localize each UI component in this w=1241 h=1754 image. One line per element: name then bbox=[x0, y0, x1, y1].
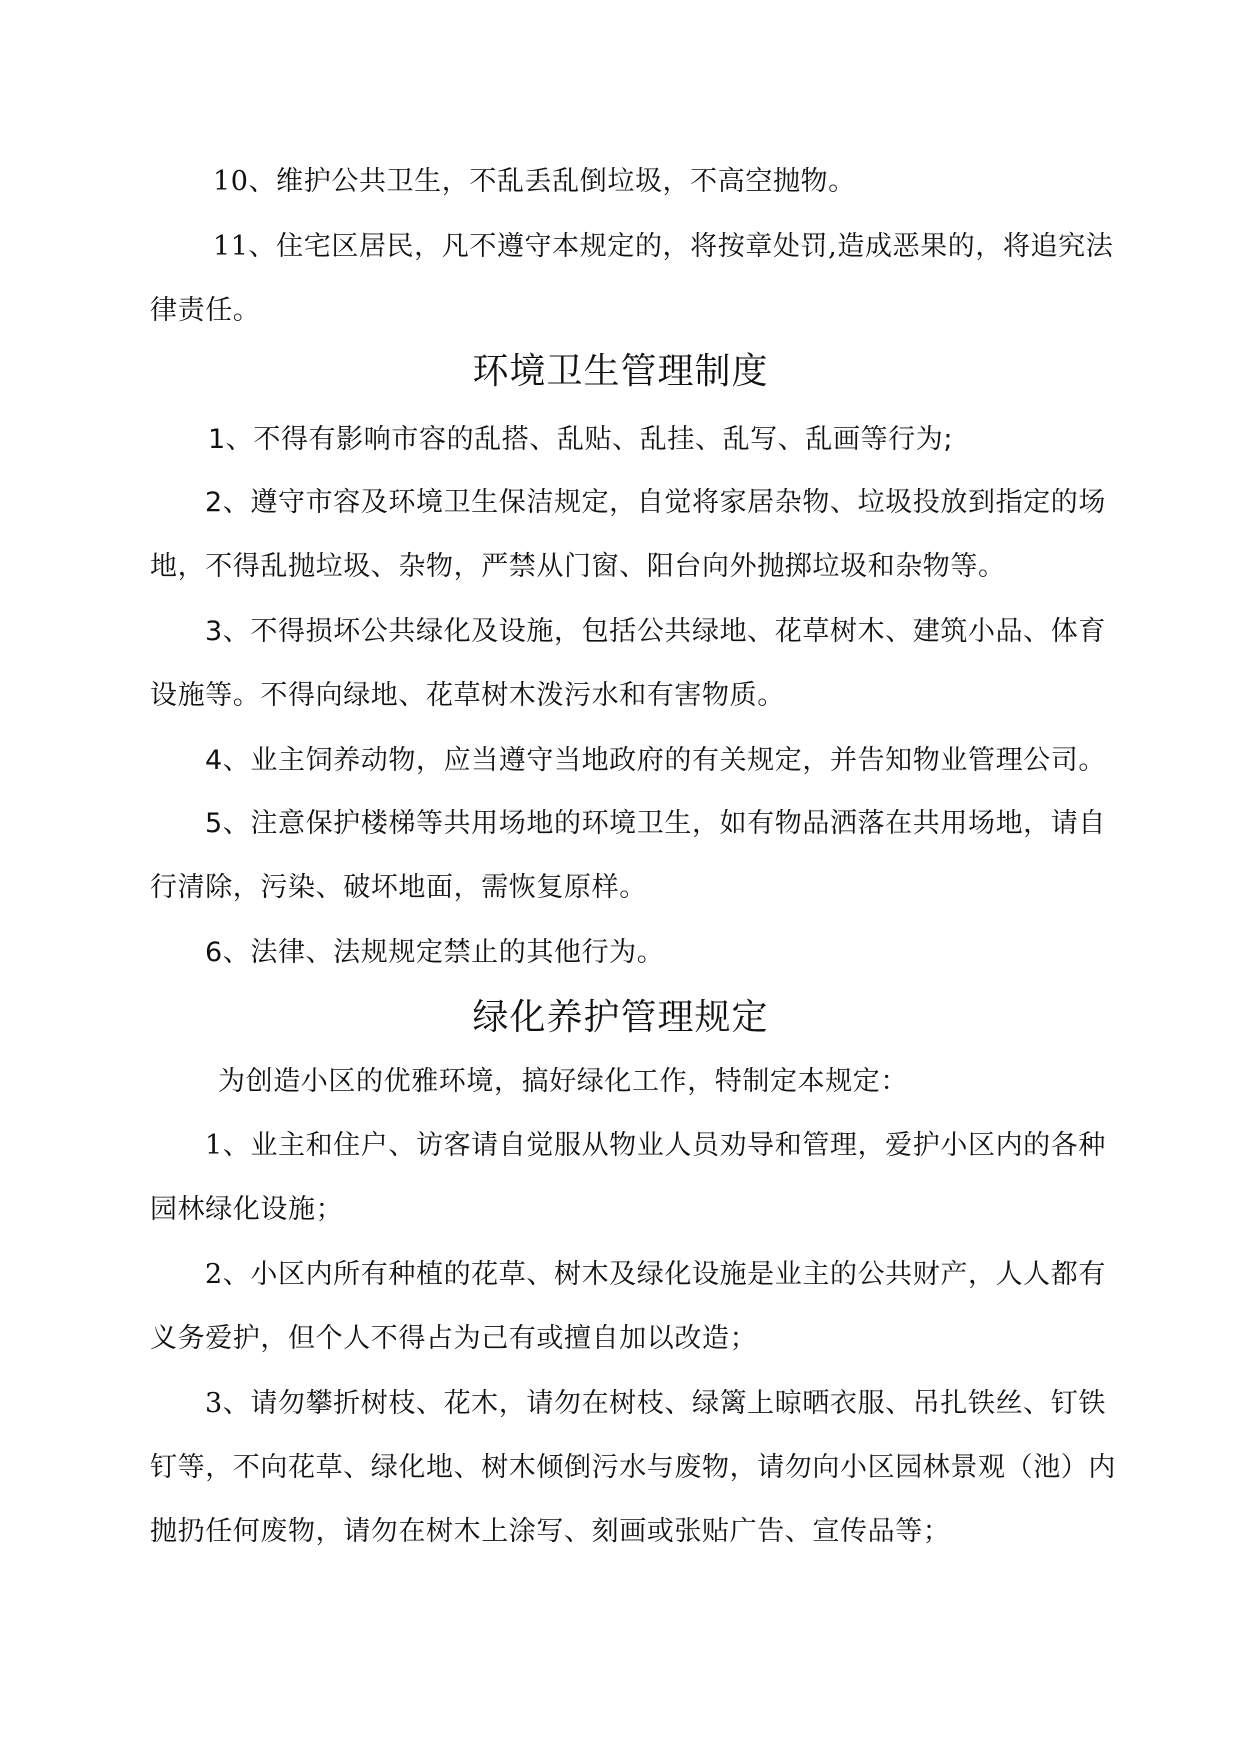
greening-item-1: 1、业主和住户、访客请自觉服从物业人员劝导和管理，爱护小区内的各种园林绿化设施； bbox=[150, 1130, 1106, 1225]
greening-item-3: 3、请勿攀折树枝、花木，请勿在树枝、绿篱上晾晒衣服、吊扎铁丝、钉铁钉等，不向花草、绿化地、树木倾倒污水与废物，请勿向小区园林景观（池）内抛扔任何废物，请勿在树木上涂写、刻画或张贴广告、宣传品等； bbox=[150, 1388, 1116, 1547]
rule-10: 10、维护公共卫生，不乱丢乱倒垃圾，不高空抛物。 bbox=[213, 166, 856, 197]
sanitation-item-5: 5、注意保护楼梯等共用场地的环境卫生，如有物品洒落在共用场地，请自行清除，污染、破坏地面，需恢复原样。 bbox=[150, 808, 1106, 903]
sanitation-item-1: 1、不得有影响市容的乱搭、乱贴、乱挂、乱写、乱画等行为; bbox=[208, 424, 954, 455]
sanitation-item-4: 4、业主饲养动物，应当遵守当地政府的有关规定，并告知物业管理公司。 bbox=[205, 745, 1106, 776]
greening-item-2: 2、小区内所有种植的花草、树木及绿化设施是业主的公共财产，人人都有义务爱护，但个人不得占为己有或擅自加以改造； bbox=[150, 1259, 1106, 1354]
sanitation-title: 环境卫生管理制度 bbox=[472, 351, 769, 392]
rule-11: 11、住宅区居民，凡不遵守本规定的，将按章处罚,造成恶果的，将追究法律责任。 bbox=[150, 231, 1114, 326]
greening-intro: 为创造小区的优雅环境，搞好绿化工作，特制定本规定： bbox=[218, 1066, 908, 1097]
greening-title: 绿化养护管理规定 bbox=[472, 997, 769, 1038]
sanitation-item-6: 6、法律、法规规定禁止的其他行为。 bbox=[205, 937, 665, 968]
sanitation-item-3: 3、不得损坏公共绿化及设施，包括公共绿地、花草树木、建筑小品、体育设施等。不得向绿地、花草树木泼污水和有害物质。 bbox=[150, 616, 1106, 711]
sanitation-item-2: 2、遵守市容及环境卫生保洁规定，自觉将家居杂物、垃圾投放到指定的场地，不得乱抛垃圾、杂物，严禁从门窗、阳台向外抛掷垃圾和杂物等。 bbox=[150, 487, 1106, 582]
